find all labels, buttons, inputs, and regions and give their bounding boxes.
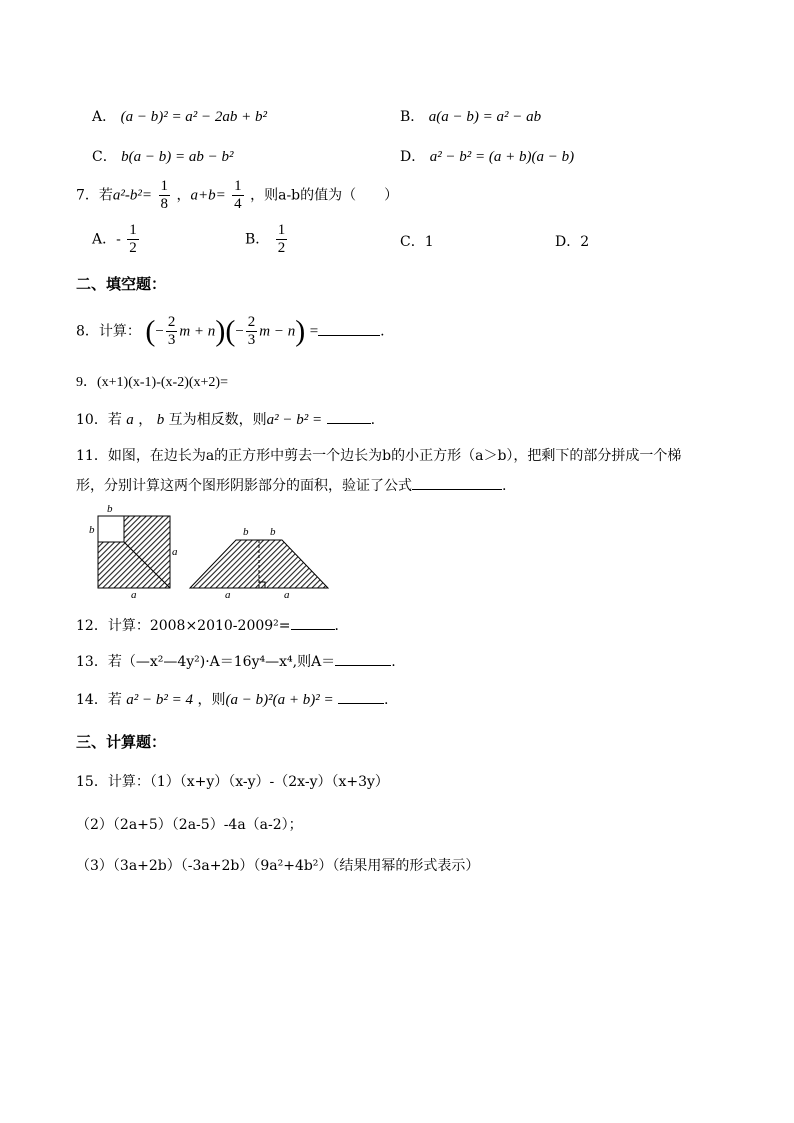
q7-option-c: C．1 bbox=[400, 234, 434, 250]
q8-frac2-den: 3 bbox=[247, 332, 256, 348]
q7-cond1: a²-b²= bbox=[112, 187, 153, 204]
q7-option-d: D．2 bbox=[555, 234, 590, 250]
q7-option-a-num: 1 bbox=[129, 222, 137, 238]
q6-option-a bbox=[92, 106, 267, 126]
fig-label-b-top: b bbox=[107, 503, 113, 515]
q10-expr: a² − b² = bbox=[266, 412, 323, 428]
fig2-label-a-2: a bbox=[284, 589, 290, 601]
fig2-label-a-1: a bbox=[225, 589, 231, 601]
section-3-heading: 三、计算题： bbox=[76, 733, 167, 751]
q10-comma: ， bbox=[138, 412, 153, 428]
q7-fraction-2 bbox=[232, 178, 244, 213]
q7-option-b bbox=[245, 222, 289, 257]
q6-option-b-expr: a(a − b) = a² − ab bbox=[428, 109, 542, 125]
q7-sep: ， bbox=[176, 187, 191, 204]
q6-option-d-expr: a² − b² = (a + b)(a − b) bbox=[429, 149, 575, 165]
q14-end: . bbox=[384, 692, 389, 708]
q7-option-a-frac bbox=[127, 222, 139, 257]
q7-fraction-1 bbox=[159, 178, 171, 213]
q6-option-b-label: B． bbox=[400, 109, 425, 125]
q13-end: . bbox=[391, 654, 396, 670]
q6-option-d-label: D． bbox=[400, 149, 426, 165]
q7-frac1-num: 1 bbox=[160, 178, 168, 194]
q9: 9．(x+1)(x-1)-(x-2)(x+2)= bbox=[76, 375, 228, 390]
q8-answer-blank[interactable] bbox=[318, 321, 380, 336]
q8-paren-close-1: ) bbox=[215, 314, 226, 348]
q7-option-a-label: A．- bbox=[92, 231, 121, 248]
fig2-label-b-1: b bbox=[243, 526, 249, 538]
q13 bbox=[76, 651, 396, 671]
q10-b: b bbox=[156, 412, 165, 428]
q7-option-b-label: B． bbox=[245, 231, 270, 248]
q14-prefix: 14．若 bbox=[76, 692, 122, 708]
q8-frac1-num: 2 bbox=[167, 314, 176, 330]
q8-end: . bbox=[380, 323, 385, 340]
q12-text: 12．计算：2008×2010-2009²= bbox=[76, 618, 291, 634]
q13-answer-blank[interactable] bbox=[335, 651, 391, 666]
q7-stem bbox=[76, 178, 398, 213]
q7-frac2-num: 1 bbox=[234, 178, 242, 194]
q10-a: a bbox=[126, 412, 134, 428]
q11-line-1: 11．如图，在边长为a的正方形中剪去一个边长为b的小正方形（a＞b），把剩下的部分拼成一个梯 bbox=[76, 448, 682, 464]
q6-option-c-expr: b(a − b) = ab − b² bbox=[121, 149, 234, 165]
q6-option-c-label: C． bbox=[92, 149, 117, 165]
q12-answer-blank[interactable] bbox=[291, 615, 335, 630]
square-figure bbox=[89, 503, 178, 601]
q7-frac2-den: 4 bbox=[234, 196, 242, 212]
q8-paren-close-2: ) bbox=[295, 314, 306, 348]
fig2-label-b-2: b bbox=[270, 526, 276, 538]
q8-prefix: 8．计算： bbox=[76, 323, 141, 340]
section-2-heading: 二、填空题： bbox=[76, 275, 167, 293]
q14-cond: a² − b² = 4 bbox=[126, 692, 194, 708]
q15-line-2: （2）（2a+5）（2a-5）-4a（a-2）； bbox=[76, 817, 303, 833]
trapezoid-figure bbox=[190, 526, 328, 601]
q8: 8．计算： (− $\frac{2}{3}$ m + n)(− $\frac{2}{3}$ m − n) = . bbox=[76, 314, 385, 348]
q11-end: . bbox=[502, 478, 507, 494]
q11-line-2-text: 形，分别计算这两个图形阴影部分的面积，验证了公式 bbox=[76, 478, 412, 494]
q8-equals: = bbox=[309, 323, 319, 340]
q6-option-b bbox=[400, 106, 541, 126]
q10 bbox=[76, 409, 375, 429]
q6-option-c bbox=[92, 146, 234, 166]
q7-prefix: 7．若 bbox=[76, 187, 113, 204]
q12-end: ． bbox=[334, 618, 349, 634]
q14 bbox=[76, 689, 388, 709]
q10-mid: 互为相反数，则 bbox=[168, 412, 267, 428]
q6-option-a-label: A． bbox=[92, 109, 117, 125]
q6-option-a-expr: (a − b)² = a² − 2ab + b² bbox=[120, 109, 268, 125]
q7-option-b-num: 1 bbox=[277, 222, 286, 238]
q11-figure bbox=[86, 502, 332, 602]
q14-answer-blank[interactable] bbox=[338, 689, 384, 704]
q8-part-1: m + n bbox=[179, 323, 216, 340]
q7-option-a bbox=[92, 222, 141, 257]
q7-option-a-den: 2 bbox=[129, 240, 137, 256]
q15-line-1: 15．计算：（1）（x+y）（x-y）-（2x-y）（x+3y） bbox=[76, 774, 389, 790]
q11-line-2 bbox=[76, 475, 506, 495]
q8-paren-open-2: ( bbox=[225, 314, 236, 348]
fig-label-a-bottom: a bbox=[131, 589, 137, 601]
q7-suffix: ，则a-b的值为（ ） bbox=[250, 187, 399, 204]
q8-part-2: m − n bbox=[259, 323, 296, 340]
fig-label-b-left: b bbox=[89, 524, 95, 536]
q7-frac1-den: 8 bbox=[160, 196, 168, 212]
q8-frac1-den: 3 bbox=[167, 332, 176, 348]
q8-paren-open-1: ( bbox=[145, 314, 156, 348]
q6-option-d bbox=[400, 146, 574, 166]
q11-answer-blank[interactable] bbox=[412, 475, 502, 490]
q7-option-b-den: 2 bbox=[277, 240, 286, 256]
fig-label-a-right: a bbox=[172, 546, 178, 558]
q10-end: . bbox=[370, 412, 376, 428]
q8-frac-1 bbox=[166, 314, 178, 349]
q14-mid: ，则 bbox=[197, 692, 226, 708]
q7-option-b-frac bbox=[276, 222, 288, 257]
q8-frac2-num: 2 bbox=[247, 314, 256, 330]
small-square-cutout bbox=[98, 516, 124, 542]
q8-frac-2 bbox=[246, 314, 258, 349]
q10-answer-blank[interactable] bbox=[327, 409, 371, 424]
q14-expr: (a − b)²(a + b)² = bbox=[225, 692, 334, 708]
q15-line-3: （3）（3a+2b）（-3a+2b）（9a²+4b²）（结果用幂的形式表示） bbox=[76, 858, 480, 874]
q10-prefix: 10．若 bbox=[76, 412, 122, 428]
q12 bbox=[76, 615, 349, 635]
q13-text: 13．若（—x²—4y²)·A＝16y⁴—x⁴,则A＝ bbox=[76, 654, 336, 670]
q7-cond2: a+b= bbox=[190, 187, 226, 204]
